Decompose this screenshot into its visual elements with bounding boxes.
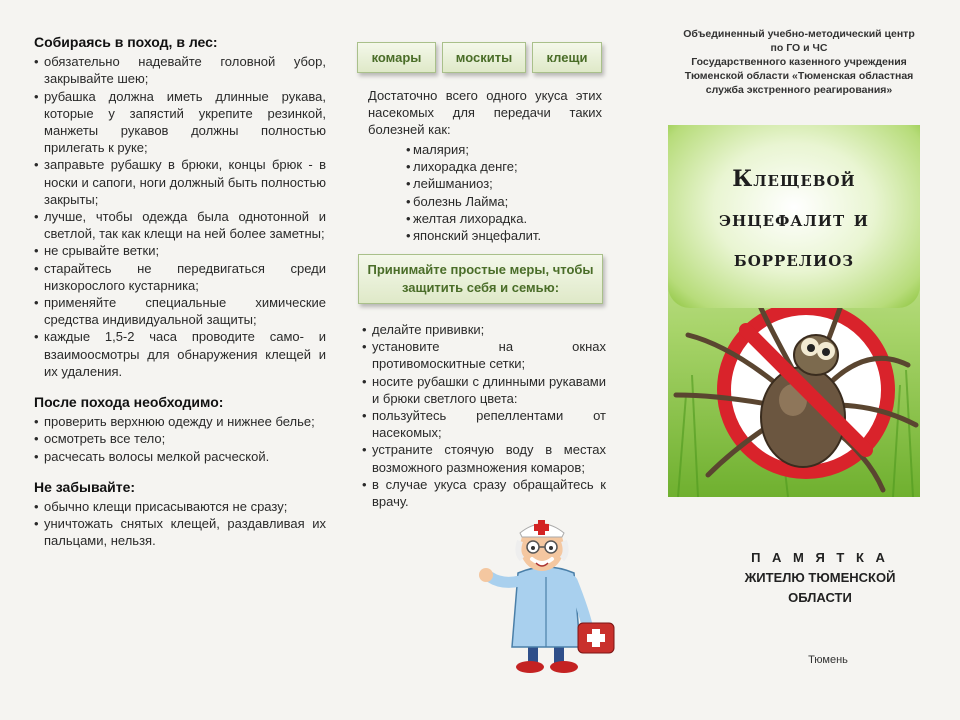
left-column [34, 34, 326, 550]
poster-title-line: энцефалит и [719, 205, 869, 232]
list-item: • старайтесь не передвигаться среди низкорослого кустарника; [34, 260, 326, 294]
poster-title-line: боррелиоз [733, 245, 855, 272]
disease-item: • малярия; [406, 141, 541, 158]
org-line: Тюменской области «Тюменская областная [684, 70, 914, 82]
list-item: • расчесать волосы мелкой расческой. [34, 448, 326, 465]
poster-title-line: Клещевой [732, 165, 856, 192]
heading-before-hike: Собираясь в поход, в лес: [34, 34, 218, 50]
org-line: Государственного казенного учреждения [691, 56, 907, 68]
protection-banner: Принимайте простые меры, чтобы защитить себя и семью: [358, 254, 603, 304]
org-line: Объединенный учебно-методический центр [683, 28, 915, 40]
measure-item: • делайте прививки; [362, 321, 606, 338]
memo-title [705, 548, 935, 608]
list-item: • уничтожать снятых клещей, раздавливая их пальцами, нельзя. [34, 515, 326, 549]
memo-heading: П А М Я Т К А [751, 550, 889, 565]
diseases-intro: Достаточно всего одного укуса этих насекомых для передачи таких болезней как: [368, 88, 602, 137]
measure-item: • носите рубашки с длинными рукавами и брюки светлого цвета: [362, 373, 606, 407]
heading-dont-forget: Не забывайте: [34, 478, 136, 495]
city-name: Тюмень [808, 654, 848, 666]
measure-item: • пользуйтесь репеллентами от насекомых; [362, 407, 606, 441]
disease-item: • желтая лихорадка. [406, 210, 541, 227]
list-item: • проверить верхнюю одежду и нижнее белье; [34, 413, 326, 430]
org-line: по ГО и ЧС [770, 42, 828, 54]
measure-item: • установите на окнах противомоскитные сетки; [362, 338, 606, 372]
tick-warning-poster [668, 125, 920, 497]
list-item: • осмотреть все тело; [34, 430, 326, 447]
protection-measures-list [362, 321, 606, 510]
list-item: • заправьте рубашку в брюки, концы брюк - в носки и сапоги, ноги должный быть полностью закрыты; [34, 156, 326, 208]
list-item: • не срывайте ветки; [34, 242, 326, 259]
list-item: • обычно клещи присасываются не сразу; [34, 498, 326, 515]
tab-sandflies: москиты [442, 42, 526, 73]
disease-item: • болезнь Лайма; [406, 193, 541, 210]
organization-header [668, 27, 930, 97]
disease-item: • лейшманиоз; [406, 175, 541, 192]
poster-title [668, 125, 920, 308]
list-item: • лучше, чтобы одежда была однотонной и светлой, так как клещи на ней более заметны; [34, 208, 326, 242]
heading-after-hike: После похода необходимо: [34, 394, 224, 411]
dont-forget-list [34, 498, 326, 550]
list-item: • каждые 1,5-2 часа проводите само- и взаимоосмотры для обнаружения клещей и их удаления. [34, 328, 326, 380]
insect-tabs [357, 42, 602, 73]
before-hike-list [34, 53, 326, 380]
tab-mosquitoes: комары [357, 42, 436, 73]
measure-item: • устраните стоячую воду в местах возможного размножения комаров; [362, 441, 606, 475]
doctor-illustration [476, 515, 621, 675]
measure-item: • в случае укуса сразу обращайтесь к врачу. [362, 476, 606, 510]
tab-ticks: клещи [532, 42, 602, 73]
disease-list [406, 141, 541, 244]
after-hike-list [34, 413, 326, 465]
disease-item: • лихорадка денге; [406, 158, 541, 175]
list-item: • применяйте специальные химические средства индивидуальной защиты; [34, 294, 326, 328]
list-item: • обязательно надевайте головной убор, закрывайте шею; [34, 53, 326, 87]
memo-subtitle: ЖИТЕЛЮ ТЮМЕНСКОЙ [744, 570, 896, 585]
tick-prohibition-sign [668, 275, 920, 497]
list-item: • рубашка должна иметь длинные рукава, которые у запястий укрепите резинкой, манжеты рукавов должны полностью прилегать к руке; [34, 88, 326, 157]
disease-item: • японский энцефалит. [406, 227, 541, 244]
memo-subtitle: ОБЛАСТИ [788, 590, 852, 605]
org-line: служба экстренного реагирования» [705, 84, 893, 96]
